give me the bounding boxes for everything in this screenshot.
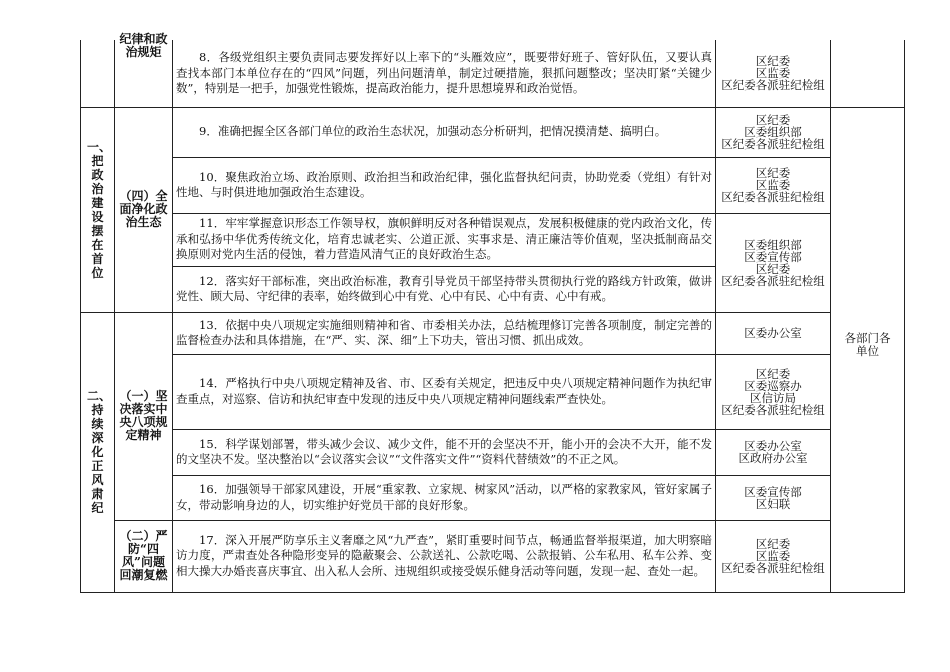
- coop-units: 各部门各单位: [831, 107, 905, 592]
- task-content: 14．严格执行中央八项规定精神及省、市、区委有关规定，把违反中央八项规定精神问题作为执纪审查重点，对巡察、信访和执纪审查中发现的违反中央八项规定精神问题线索严查快处。: [173, 354, 716, 429]
- task-table: [80, 32, 905, 593]
- task-content: 17．深入开展严防享乐主义奢靡之风“九严查”，紧盯重要时间节点，畅通监督举报渠道，加大明察暗访力度，严肃查处各种隐形变异的隐蔽聚会、公款送礼、公款吃喝、公款报销、公车私用、私车公养、变相大操大办婚丧喜庆事宜、出入私人会所、违规组织或接受娱乐健身活动等问题，发现一起、查处一起。: [173, 520, 716, 592]
- subsection-label: （四）全面净化政治生态: [115, 107, 173, 312]
- task-content: 15．科学谋划部署，带头减少会议、减少文件，能不开的会坚决不开，能小开的会决不大开，能不发的文坚决不发。坚决整治以“会议落实会议”“文件落实文件”“资料代替绩效”的不正之风。: [173, 429, 716, 475]
- coop-cell: [831, 40, 905, 107]
- responsible-units: 区委办公室 区政府办公室: [716, 429, 831, 475]
- responsible-units: 区纪委 区监委 区纪委各派驻纪检组: [716, 157, 831, 213]
- subsection-label: （一）坚决落实中央八项规定精神: [115, 312, 173, 520]
- table-row: [81, 107, 905, 157]
- table-row: [81, 429, 905, 475]
- task-content: 9．准确把握全区各部门单位的政治生态状况，加强动态分析研判，把情况摸清楚、搞明白。: [173, 107, 716, 157]
- responsible-units: 区委办公室: [716, 312, 831, 354]
- task-content: 12．落实好干部标准，突出政治标准，教育引导党员干部坚持带头贯彻执行党的路线方针政策，做讲党性、顾大局、守纪律的表率，始终做到心中有党、心中有民、心中有责、心中有戒。: [173, 266, 716, 312]
- table-row: [81, 312, 905, 354]
- responsible-units: 区委组织部 区委宣传部 区纪委 区纪委各派驻纪检组: [716, 213, 831, 312]
- responsible-units: 区纪委 区委巡察办 区信访局 区纪委各派驻纪检组: [716, 354, 831, 429]
- table-row: [81, 157, 905, 213]
- table-row: [81, 40, 905, 107]
- table-row: [81, 475, 905, 520]
- table-row: [81, 354, 905, 429]
- task-content: 10．聚焦政治立场、政治原则、政治担当和政治纪律，强化监督执纪问责，协助党委（党组）有针对性地、与时俱进地加强政治生态建设。: [173, 157, 716, 213]
- subsection-label: 纪律和政治规矩: [115, 40, 173, 107]
- responsible-units: 区纪委 区监委 区纪委各派驻纪检组: [716, 40, 831, 107]
- table-row: [81, 520, 905, 592]
- task-content: 11．牢牢掌握意识形态工作领导权，旗帜鲜明反对各种错误观点，发展积极健康的党内政治文化，传承和弘扬中华优秀传统文化，培育忠诚老实、公道正派、实事求是、清正廉洁等价值观，坚决抵制商品交换原则对党内生活的侵蚀，着力营造风清气正的良好政治生态。: [173, 213, 716, 266]
- task-content: 16．加强领导干部家风建设，开展“重家教、立家规、树家风”活动，以严格的家教家风，管好家属子女，带动影响身边的人，切实维护好党员干部的良好形象。: [173, 475, 716, 520]
- responsible-units: 区纪委 区监委 区纪委各派驻纪检组: [716, 520, 831, 592]
- task-content: 8．各级党组织主要负责同志要发挥好以上率下的“头雁效应”，既要带好班子、管好队伍，又要认真查找本部门本单位存在的“四风”问题，列出问题清单，制定过硬措施，狠抓问题整改；坚决盯紧“关键少数”，特别是一把手，加强党性锻炼，提高政治能力，提升思想境界和政治觉悟。: [173, 40, 716, 107]
- task-content: 13．依据中央八项规定实施细则精神和省、市委相关办法，总结梳理修订完善各项制度，制定完善的监督检查办法和具体措施，在“严、实、深、细”上下功夫，管出习惯、抓出成效。: [173, 312, 716, 354]
- section-label: 一、把政治建设摆在首位: [81, 107, 115, 312]
- responsible-units: 区纪委 区委组织部 区纪委各派驻纪检组: [716, 107, 831, 157]
- subsection-label: （二）严防“四风”问题回潮复燃: [115, 520, 173, 592]
- table-row: [81, 213, 905, 266]
- section-label: 二、持续深化正风肃纪: [81, 312, 115, 592]
- responsible-units: 区委宣传部 区妇联: [716, 475, 831, 520]
- section-cell: [81, 40, 115, 107]
